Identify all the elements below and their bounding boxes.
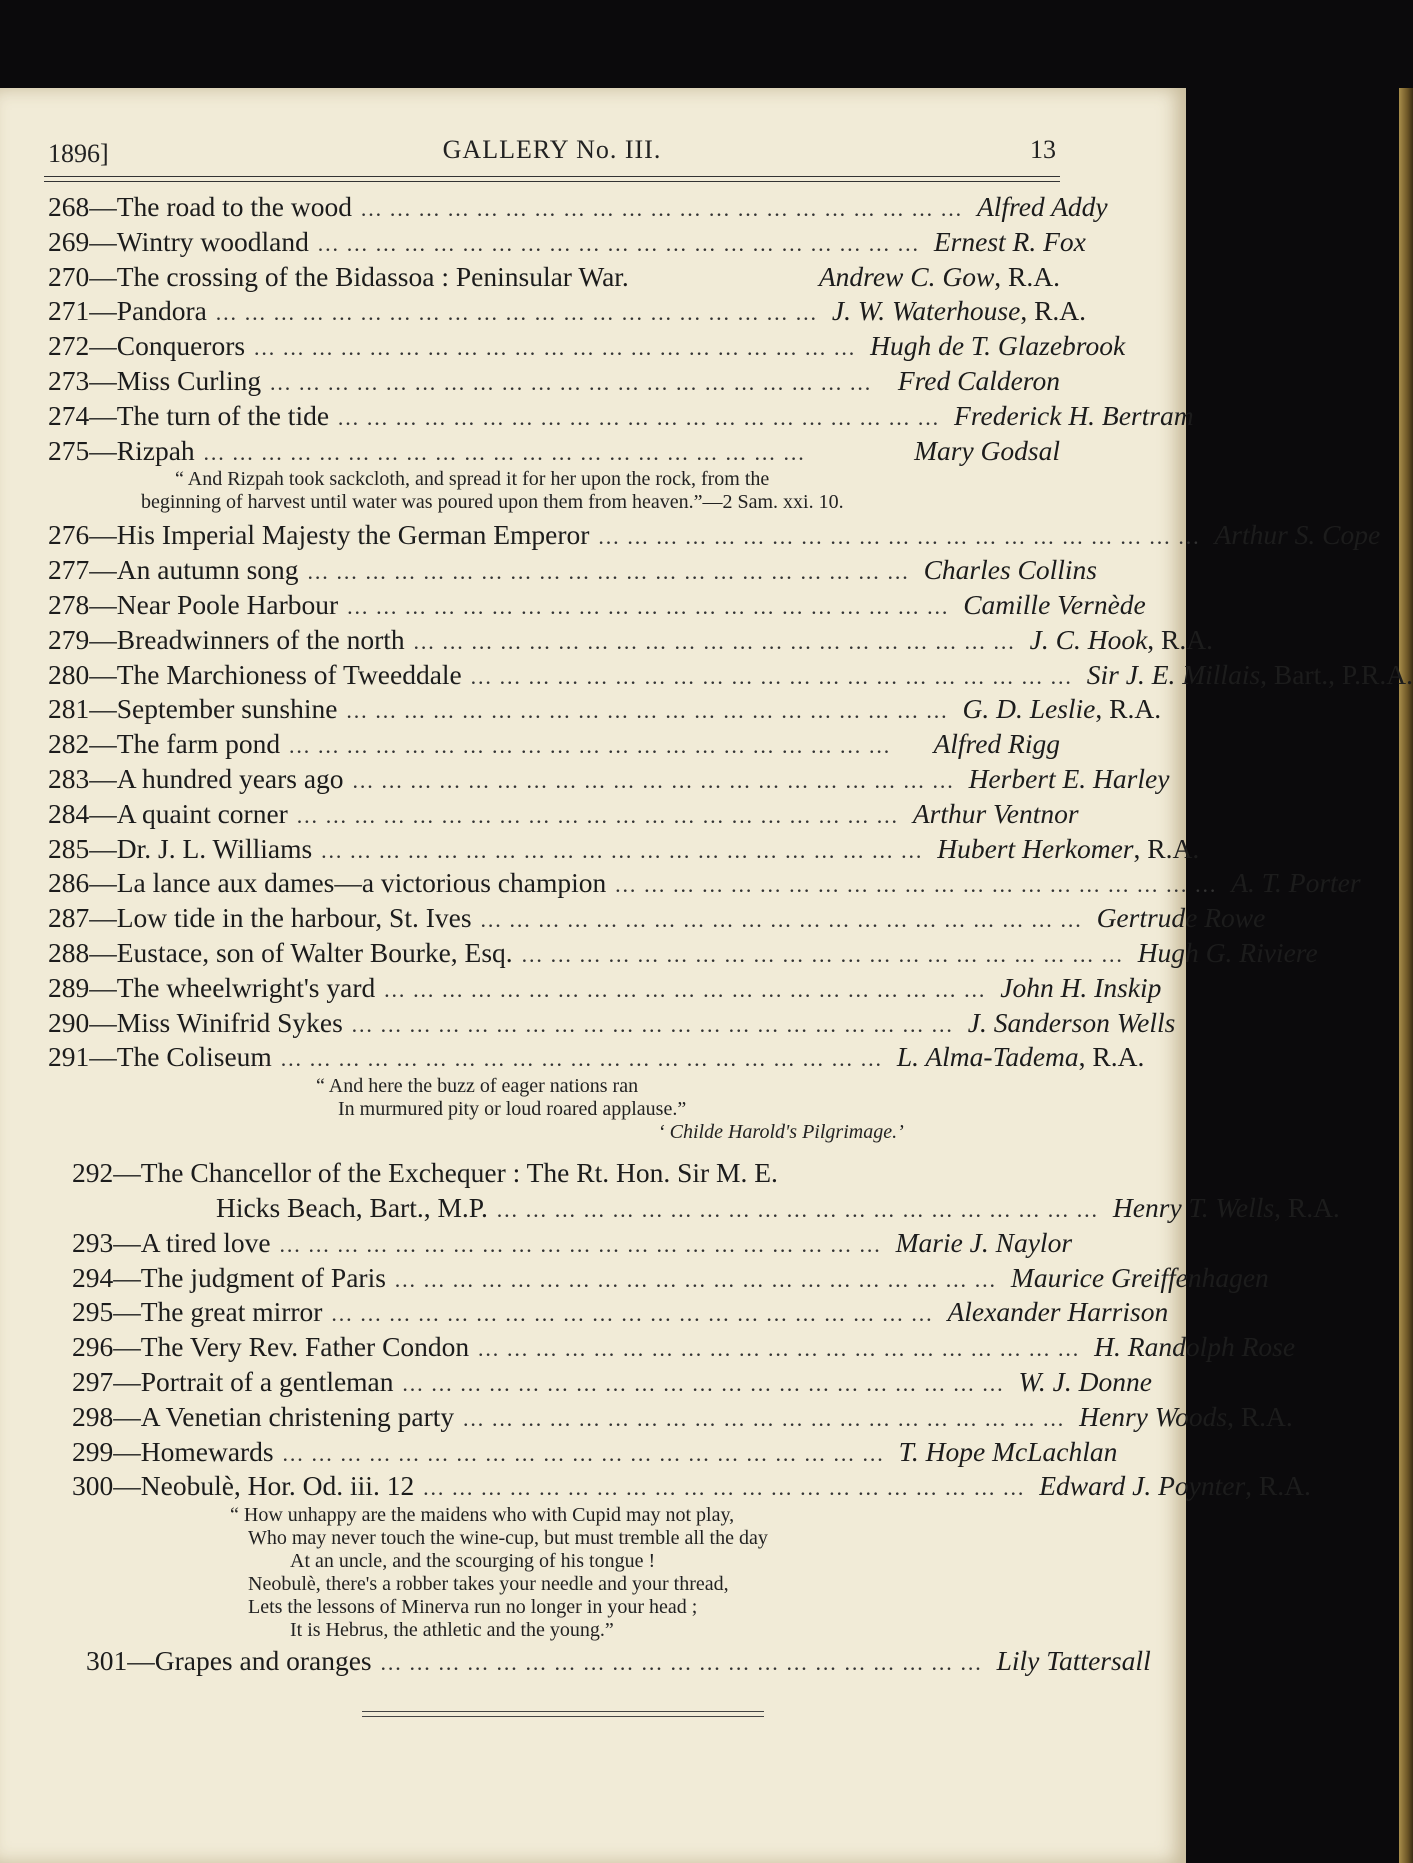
header-rule-bottom (44, 181, 1060, 182)
entry-artist: J. Sanderson Wells (967, 1006, 1176, 1038)
leader-dots: ……………………………………………………… (320, 837, 930, 863)
leader-dots: ……………………………………………………… (393, 1266, 1003, 1292)
entry-title: 286—La lance aux dames—a victorious champion (48, 867, 607, 899)
catalogue-entry (48, 658, 1413, 693)
leader-dots: ……………………………………………………… (351, 767, 961, 793)
catalogue-entry (48, 1400, 1293, 1435)
leader-dots: ……………………………………………………… (469, 663, 1079, 689)
leader-dots: ……………………………………………………… (479, 907, 1089, 933)
leader-dots: ……………………………………………………… (306, 559, 916, 585)
entry-artist: Alfred Addy (976, 191, 1108, 222)
leader-dots: ……………………………………………………… (401, 1370, 1011, 1396)
entry-artist: Gertrude Rowe (1096, 902, 1266, 934)
catalogue-entry (48, 762, 1170, 797)
entry-title: 276—His Imperial Majesty the German Emperor (48, 519, 590, 551)
entry-title: 281—September sunshine (48, 693, 338, 725)
catalogue-entry (48, 1156, 1060, 1191)
entry-title: 284—A quaint corner (48, 797, 288, 829)
leader-dots: ……………………………………………………… (269, 369, 879, 395)
quotation-291 (48, 1098, 1060, 1121)
leader-dots: ……………………………………………………… (214, 300, 824, 326)
catalogue-entry (48, 364, 1060, 399)
header-year: 1896] (48, 139, 109, 168)
entry-title: 298—A Venetian christening party (72, 1400, 455, 1432)
entry-artist: J. C. Hook, R.A. (1029, 623, 1213, 655)
catalogue-entry (48, 190, 1108, 225)
catalogue-entry (48, 971, 1162, 1006)
leader-dots: ……………………………………………………… (346, 593, 956, 619)
entry-artist: Herbert E. Harley (968, 762, 1170, 794)
entry-artist: Frederick H. Bertram (954, 399, 1194, 431)
entry-title: 268—The road to the wood (48, 191, 352, 222)
catalogue-entry (48, 936, 1318, 971)
quotation-300 (48, 1527, 1060, 1550)
entry-title-continued: Hicks Beach, Bart., M.P. (216, 1191, 488, 1223)
leader-dots: ……………………………………………………… (253, 335, 863, 361)
catalogue-entry-continued (48, 1191, 1340, 1226)
entry-title: 280—The Marchioness of Tweeddale (48, 658, 462, 690)
entry-artist: Lily Tattersall (996, 1645, 1151, 1677)
quote-line: Who may never touch the wine-cup, but must tremble all the day (248, 1527, 768, 1550)
entry-artist: T. Hope McLachlan (898, 1435, 1118, 1467)
entry-artist: Arthur Ventnor (912, 797, 1079, 829)
catalogue-entry (48, 1295, 1169, 1330)
catalogue-entry (48, 1435, 1118, 1470)
entry-title: 292—The Chancellor of the Exchequer : The Rt. Hon. Sir M. E. (72, 1157, 778, 1189)
quotation-275 (48, 491, 1060, 514)
leader-dots: ……………………………………………………… (462, 1405, 1072, 1431)
entry-artist: Henry T. Wells, R.A. (1112, 1191, 1340, 1223)
catalogue-entry (48, 260, 1060, 295)
leader-dots: ……………………………………………………… (477, 1336, 1087, 1362)
page-edge (1399, 88, 1413, 1863)
entry-title: 291—The Coliseum (48, 1041, 272, 1073)
entry-title: 270—The crossing of the Bidassoa : Peninsular War. (48, 260, 629, 292)
entry-title: 296—The Very Rev. Father Condon (72, 1331, 470, 1363)
catalogue-entry (48, 225, 1086, 260)
catalogue-list (48, 190, 1413, 1679)
quotation-291 (48, 1075, 1060, 1098)
quotation-300 (48, 1504, 1060, 1527)
leader-dots: ……………………………………………………… (345, 698, 955, 724)
entry-title: 287—Low tide in the harbour, St. Ives (48, 902, 472, 934)
entry-artist: Mary Godsal (914, 434, 1060, 466)
catalogue-entry (48, 623, 1213, 658)
end-rule-top (362, 1711, 764, 1712)
quote-line: Neobulè, there's a robber takes your needle and your thread, (248, 1573, 729, 1596)
entry-artist: Alexander Harrison (947, 1296, 1169, 1328)
leader-dots: ……………………………………………………… (495, 1196, 1105, 1222)
leader-dots: ……………………………………………………… (379, 1650, 989, 1676)
catalogue-entry (48, 553, 1097, 588)
catalogue-entry (48, 588, 1146, 623)
leader-dots: ……………………………………………………… (383, 976, 993, 1002)
leader-dots: ……………………………………………………… (422, 1475, 1032, 1501)
entry-artist: Camille Vernède (963, 588, 1146, 620)
entry-title: 294—The judgment of Paris (72, 1261, 386, 1293)
leader-dots: ……………………………………………………… (278, 1231, 888, 1257)
leader-dots: ……………………………………………………… (412, 628, 1022, 654)
entry-title: 301—Grapes and oranges (86, 1645, 372, 1677)
catalogue-entry (48, 1261, 1269, 1296)
entry-title: 283—A hundred years ago (48, 762, 344, 794)
catalogue-entry (48, 1330, 1296, 1365)
leader-dots: ……………………………………………………… (279, 1046, 889, 1072)
catalogue-entry (48, 797, 1079, 832)
entry-title: 274—The turn of the tide (48, 399, 330, 431)
catalogue-entry (48, 901, 1266, 936)
catalogue-entry (48, 1006, 1176, 1041)
entry-artist: Henry Woods, R.A. (1079, 1400, 1293, 1432)
entry-artist: A. T. Porter (1231, 867, 1361, 899)
entry-artist: Alfred Rigg (933, 728, 1060, 760)
entry-artist: John H. Inskip (1000, 971, 1162, 1003)
catalogue-entry (48, 866, 1361, 901)
leader-dots: ……………………………………………………… (330, 1301, 940, 1327)
leader-dots: ……………………………………………………… (337, 404, 947, 430)
quotation-275 (48, 468, 1060, 491)
leader-dots: ……………………………………………………… (614, 872, 1224, 898)
entry-title: 300—Neobulè, Hor. Od. iii. 12 (72, 1470, 415, 1502)
entry-title: 277—An autumn song (48, 554, 299, 586)
entry-artist: Hugh G. Riviere (1137, 936, 1318, 968)
leader-dots: ……………………………………………………… (295, 802, 905, 828)
catalogue-entry (48, 1040, 1145, 1075)
quotation-291 (48, 1121, 1060, 1144)
catalogue-entry (48, 727, 1060, 762)
header-title: GALLERY No. III. (442, 135, 662, 164)
catalogue-entry (48, 1469, 1311, 1504)
entry-artist: Arthur S. Cope (1214, 519, 1381, 551)
quote-line: It is Hebrus, the athletic and the young.” (290, 1619, 614, 1642)
quote-line: “ And here the buzz of eager nations ran (316, 1075, 639, 1098)
leader-dots: ……………………………………………………… (597, 524, 1207, 550)
entry-artist: Andrew C. Gow, R.A. (818, 260, 1060, 292)
entry-artist: L. Alma-Tadema, R.A. (896, 1041, 1145, 1073)
quote-line: At an uncle, and the scourging of his tongue ! (290, 1550, 656, 1573)
running-header (48, 135, 1056, 171)
entry-title: 297—Portrait of a gentleman (72, 1365, 394, 1397)
entry-title: 272—Conquerors (48, 330, 246, 362)
catalogue-entry (48, 1365, 1152, 1400)
catalogue-entry (48, 692, 1162, 727)
header-page-number: 13 (1030, 135, 1056, 164)
catalogue-entry (48, 329, 1126, 364)
quotation-300 (48, 1573, 1060, 1596)
leader-dots: ……………………………………………………… (316, 230, 926, 256)
quotation-300 (48, 1619, 1060, 1642)
entry-artist: G. D. Leslie, R.A. (962, 693, 1162, 725)
entry-title: 299—Homewards (72, 1435, 274, 1467)
header-rule-top (44, 176, 1060, 177)
entry-artist: Hugh de T. Glazebrook (870, 330, 1126, 362)
entry-title: 269—Wintry woodland (48, 225, 309, 257)
entry-artist: J. W. Waterhouse, R.A. (831, 295, 1087, 327)
quote-line: “ And Rizpah took sackcloth, and spread it for her upon the rock, from the (175, 468, 770, 491)
leader-dots: ……………………………………………………… (359, 196, 969, 221)
catalogue-entry (48, 1644, 1151, 1679)
catalogue-entry (48, 832, 1200, 867)
entry-title: 275—Rizpah (48, 434, 195, 466)
end-rule-bottom (362, 1716, 764, 1717)
entry-title: 273—Miss Curling (48, 364, 262, 396)
entry-title: 279—Breadwinners of the north (48, 623, 405, 655)
entry-artist: Sir J. E. Millais, Bart., P.R.A. (1086, 658, 1413, 690)
entry-title: 295—The great mirror (72, 1296, 323, 1328)
entry-artist: Charles Collins (923, 554, 1097, 586)
leader-dots: ……………………………………………………… (202, 439, 812, 465)
quotation-300 (48, 1596, 1060, 1619)
leader-dots: ……………………………………………………… (520, 941, 1130, 967)
entry-artist: Marie J. Naylor (895, 1226, 1073, 1258)
quote-line: In murmured pity or loud roared applause.” (338, 1098, 687, 1121)
quotation-300 (48, 1550, 1060, 1573)
entry-title: 282—The farm pond (48, 728, 281, 760)
entry-title: 278—Near Poole Harbour (48, 588, 339, 620)
entry-artist: Hubert Herkomer, R.A. (937, 832, 1200, 864)
entry-title: 288—Eustace, son of Walter Bourke, Esq. (48, 936, 513, 968)
entry-title: 290—Miss Winifrid Sykes (48, 1006, 343, 1038)
entry-artist: W. J. Donne (1018, 1365, 1152, 1397)
entry-title: 293—A tired love (72, 1226, 271, 1258)
entry-artist: Ernest R. Fox (933, 225, 1086, 257)
entry-artist: H. Randolph Rose (1094, 1331, 1296, 1363)
quote-line: “ How unhappy are the maidens who with Cupid may not play, (230, 1504, 735, 1527)
entry-title: 285—Dr. J. L. Williams (48, 832, 313, 864)
catalogue-entry (48, 518, 1381, 553)
catalogue-entry (48, 399, 1194, 434)
leader-dots: ……………………………………………………… (281, 1440, 891, 1466)
leader-dots: ……………………………………………………… (350, 1011, 960, 1037)
quote-line: beginning of harvest until water was poured upon them from heaven.”—2 Sam. xxi. 10. (141, 491, 844, 514)
entry-artist: Edward J. Poynter, R.A. (1039, 1470, 1311, 1502)
entry-title: 289—The wheelwright's yard (48, 971, 376, 1003)
entry-title: 271—Pandora (48, 295, 207, 327)
catalogue-entry (48, 1226, 1073, 1261)
catalogue-entry (48, 294, 1087, 329)
quote-source: ‘ Childe Harold's Pilgrimage.’ (658, 1121, 904, 1144)
entry-artist: Maurice Greiffenhagen (1010, 1261, 1269, 1293)
catalogue-entry (48, 434, 1060, 469)
leader-dots: ……………………………………………………… (288, 733, 898, 759)
entry-artist: Fred Calderon (897, 364, 1060, 396)
quote-line: Lets the lessons of Minerva run no longer in your head ; (248, 1596, 698, 1619)
